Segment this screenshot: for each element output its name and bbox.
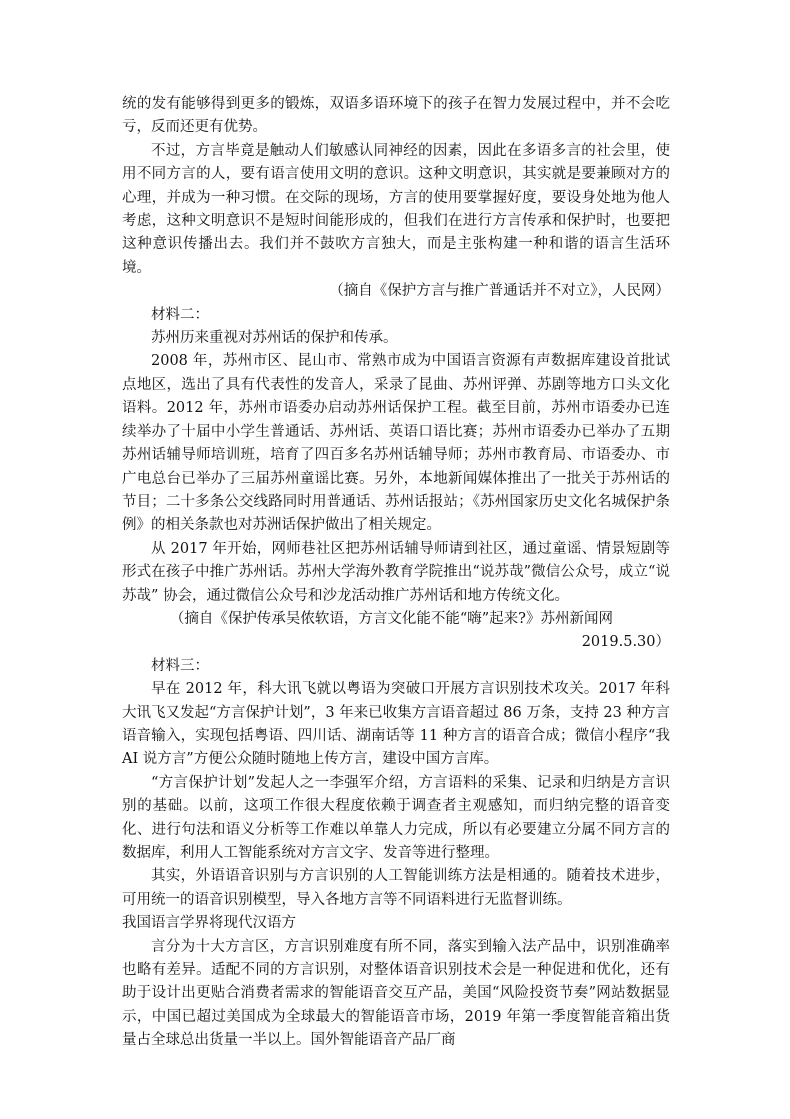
paragraph: 苏州历来重视对苏州话的保护和传承。 [151, 330, 398, 347]
source-date: 2019.5.30） [581, 634, 670, 651]
paragraph: 早在 2012 年，科大讯飞就以粤语为突破口开展方言识别技术攻关。2017 年科大讯飞又发起“方言保护计划”，3 年来已收集方言语音超过 86 万条，支持 23 种方言语音输入，实现包括粤语、四川话、湖南话等 11 种方言的语音合成；微信小程序“我 AI 说方言”方便公众随时随地上传方言，建设中国方言库。 [122, 681, 670, 768]
section-label-material-3: 材料三： [151, 657, 209, 674]
paragraph: 不过，方言毕竟是触动人们敏感认同神经的因素，因此在多语多言的社会里，使用不同方言的人，要有语言使用文明的意识。这种文明意识，其实就是要兼顾对方的心理，并成为一种习惯。在交际的现场，方言的使用要掌握好度，要设身处地为他人考虑，这种文明意识不是短时间能形成的，但我们在进行方言传承和保护时，也要把这种意识传播出去。我们并不鼓吹方言独大，而是主张构建一种和谐的语言生活环境。 [122, 142, 670, 276]
paragraph: “方言保护计划”发起人之一李强军介绍，方言语料的采集、记录和归纳是方言识别的基础。以前，这项工作很大程度依赖于调查者主观感知，而归纳完整的语音变化、进行句法和语义分析等工作难以单靠人力完成，所以有必要建立分属不同方言的数据库，利用人工智能系统对方言文字、发音等进行整理。 [122, 774, 670, 861]
source-citation: （摘自《保护传承吴侬软语，方言文化能不能“嗨”起来?》苏州新闻网 [169, 610, 613, 627]
paragraph: 统的发有能够得到更多的锻炼，双语多语环境下的孩子在智力发展过程中，并不会吃亏，反而还更有优势。 [122, 96, 670, 136]
paragraph: 2008 年，苏州市区、昆山市、常熟市成为中国语言资源有声数据库建设首批试点地区，选出了具有代表性的发音人，采录了昆曲、苏州评弹、苏剧等地方口头文化语料。2012 年，苏州市语委办启动苏州话保护工程。截至目前，苏州市语委办已连续举办了十届中小学生普通话、苏州话、英语口语比赛；苏州市语委办已举办了五期苏州话辅导师培训班，培育了四百多名苏州话辅导师；苏州市教育局、市语委办、市广电总台已举办了三届苏州童谣比赛。另外，本地新闻媒体推出了一批关于苏州话的节目；二十多条公交线路同时用普通话、苏州话报站；《苏州国家历史文化名城保护条例》的相关条款也对苏洲话保护做出了相关规定。 [122, 353, 670, 534]
paragraph: 从 2017 年开始，网师巷社区把苏州话辅导师请到社区，通过童谣、情景短剧等形式在孩子中推广苏州话。苏州大学海外教育学院推出“说苏哉”微信公众号，成立“说苏哉” 协会，通过微信公众号和沙龙活动推广苏州话和地方传统文化。 [122, 540, 670, 604]
document-page [122, 93, 670, 1053]
paragraph-fragment: 我国语言学界将现代汉语方 [122, 915, 296, 932]
paragraph: 言分为十大方言区，方言识别难度有所不同，落实到输入法产品中，识别准确率也略有差异。适配不同的方言识别，对整体语音识别技术会是一种促进和优化，还有助于设计出更贴合消费者需求的智能语音交互产品，美国“风险投资节奏”网站数据显示，中国已超过美国成为全球最大的智能语音市场，2019 年第一季度智能音箱出货量占全球总出货量一半以上。国外智能语音产品厂商 [122, 938, 670, 1049]
source-citation: （摘自《保护方言与推广普通话并不对立》，人民网） [329, 283, 670, 300]
paragraph: 其实，外语语音识别与方言识别的人工智能训练方法是相通的。随着技术进步，可用统一的语音识别模型，导入各地方言等不同语料进行无监督训练。 [122, 868, 670, 908]
section-label-material-2: 材料二： [151, 306, 209, 323]
